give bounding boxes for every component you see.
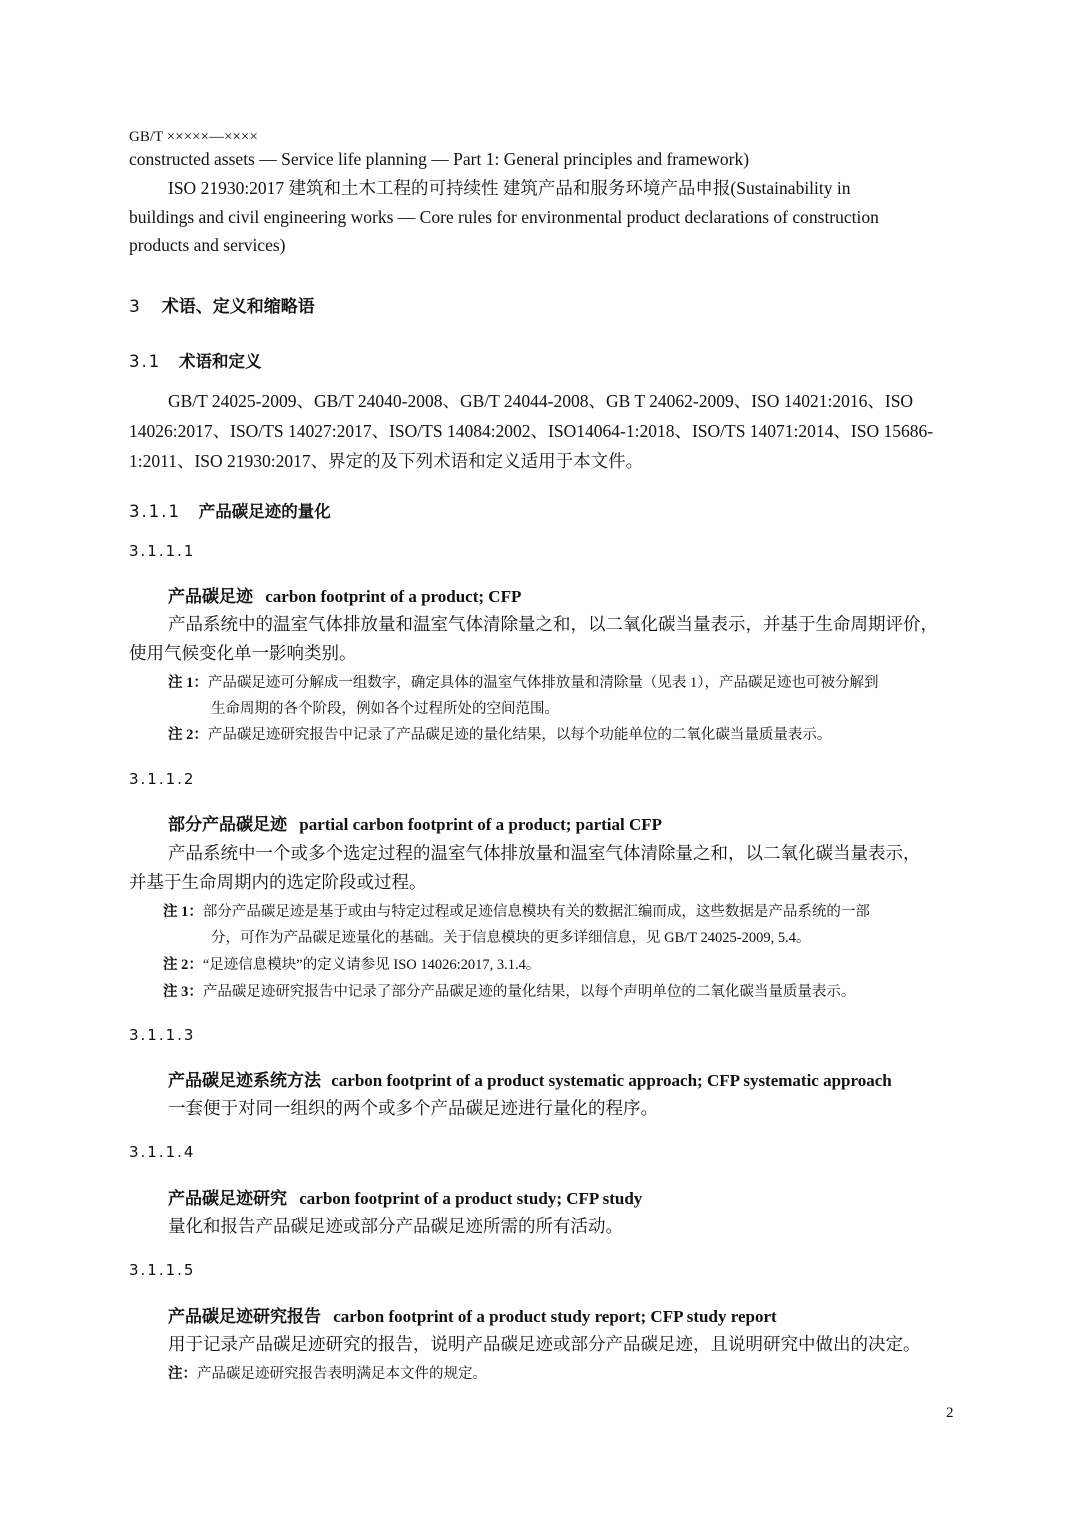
section-heading-3-1-1	[129, 498, 331, 522]
definition-line: 产品系统中的温室气体排放量和温室气体清除量之和，以二氧化碳当量表示，并基于生命周期评价，	[168, 614, 938, 634]
definition-scope-line: 1:2011、ISO 21930:2017、界定的及下列术语和定义适用于本文件。	[129, 451, 644, 471]
note-text: 产品碳足迹研究报告中记录了产品碳足迹的量化结果，以每个功能单位的二氧化碳当量质量表示。	[207, 727, 832, 743]
term-english: partial carbon footprint of a product; partial CFP	[299, 815, 663, 834]
entry-number: 3.1.1.5	[129, 1261, 196, 1279]
page-number: 2	[946, 1405, 954, 1421]
term-chinese: 产品碳足迹研究	[168, 1189, 287, 1209]
note-label: 注 1：	[168, 675, 208, 691]
note-text: 产品碳足迹研究报告表明满足本文件的规定。	[197, 1366, 487, 1382]
term-chinese: 产品碳足迹	[168, 587, 253, 607]
note-label: 注 1：	[163, 904, 203, 920]
definition-line: 用于记录产品碳足迹研究的报告，说明产品碳足迹或部分产品碳足迹，且说明研究中做出的决定。	[168, 1334, 921, 1354]
term-chinese: 部分产品碳足迹	[168, 815, 287, 835]
note	[163, 953, 540, 978]
definition-scope-line: 14026:2017、ISO/TS 14027:2017、ISO/TS 14084:2002、ISO14064-1:2018、ISO/TS 14071:2014、ISO 15686-	[129, 421, 934, 441]
definition-line: 产品系统中一个或多个选定过程的温室气体排放量和温室气体清除量之和，以二氧化碳当量表示，	[168, 843, 921, 863]
section-title: 产品碳足迹的量化	[198, 502, 331, 521]
entry-number: 3.1.1.4	[129, 1143, 196, 1161]
note	[168, 1362, 487, 1387]
term-chinese: 产品碳足迹系统方法	[168, 1071, 321, 1091]
note	[168, 723, 831, 748]
section-heading-3-1	[129, 348, 262, 372]
entry-number: 3.1.1.1	[129, 542, 196, 560]
section-title: 术语、定义和缩略语	[161, 297, 315, 317]
term-heading	[168, 1302, 777, 1327]
reference-line: products and services)	[129, 235, 286, 255]
definition-line: 并基于生命周期内的选定阶段或过程。	[129, 872, 427, 892]
term-heading	[168, 1066, 892, 1091]
term-chinese: 产品碳足迹研究报告	[168, 1307, 321, 1327]
note-label: 注 2：	[163, 957, 203, 973]
term-heading	[168, 1184, 642, 1209]
note-continuation: 生命周期的各个阶段，例如各个过程所处的空间范围。	[211, 701, 559, 717]
note-text: 产品碳足迹研究报告中记录了部分产品碳足迹的量化结果，以每个声明单位的二氧化碳当量质量表示。	[202, 984, 856, 1000]
definition-line: 一套便于对同一组织的两个或多个产品碳足迹进行量化的程序。	[168, 1098, 658, 1118]
term-english: carbon footprint of a product; CFP	[265, 587, 522, 606]
entry-number: 3.1.1.3	[129, 1026, 196, 1044]
note-text: “足迹信息模块”的定义请参见 ISO 14026:2017, 3.1.4。	[202, 957, 541, 973]
note-label: 注 3：	[163, 984, 203, 1000]
note-text: 产品碳足迹可分解成一组数字，确定具体的温室气体排放量和清除量（见表 1），产品碳足迹也可被分解到	[207, 675, 879, 691]
entry-number: 3.1.1.2	[129, 770, 196, 788]
term-heading	[168, 810, 662, 835]
note	[163, 980, 855, 1005]
note	[168, 671, 879, 696]
definition-line: 量化和报告产品碳足迹或部分产品碳足迹所需的所有活动。	[168, 1216, 623, 1236]
definition-line: 使用气候变化单一影响类别。	[129, 643, 357, 663]
term-english: carbon footprint of a product study report; CFP study report	[333, 1307, 777, 1326]
term-english: carbon footprint of a product systematic approach; CFP systematic approach	[331, 1071, 892, 1090]
section-number: 3.1	[129, 352, 162, 371]
reference-line: buildings and civil engineering works — Core rules for environmental product declarations of construction	[129, 207, 879, 227]
section-title: 术语和定义	[179, 352, 262, 371]
note	[163, 900, 870, 925]
standard-code: GB/T ×××××—××××	[129, 129, 258, 145]
note-continuation: 分，可作为产品碳足迹量化的基础。关于信息模块的更多详细信息，见 GB/T 24025-2009, 5.4。	[211, 930, 811, 946]
note-text: 部分产品碳足迹是基于或由与特定过程或足迹信息模块有关的数据汇编而成，这些数据是产品系统的一部	[202, 904, 870, 920]
reference-line: ISO 21930:2017 建筑和土木工程的可持续性 建筑产品和服务环境产品申报(Sustainability in	[168, 178, 851, 198]
term-heading	[168, 582, 521, 607]
reference-line: constructed assets — Service life planning — Part 1: General principles and framework)	[129, 149, 750, 169]
section-number: 3.1.1	[129, 502, 181, 521]
section-heading-3	[129, 292, 315, 317]
definition-scope-line: GB/T 24025-2009、GB/T 24040-2008、GB/T 24044-2008、GB T 24062-2009、ISO 14021:2016、ISO	[168, 391, 914, 411]
term-english: carbon footprint of a product study; CFP study	[299, 1189, 643, 1208]
note-label: 注：	[168, 1366, 197, 1382]
section-number: 3	[129, 297, 142, 317]
note-label: 注 2：	[168, 727, 208, 743]
